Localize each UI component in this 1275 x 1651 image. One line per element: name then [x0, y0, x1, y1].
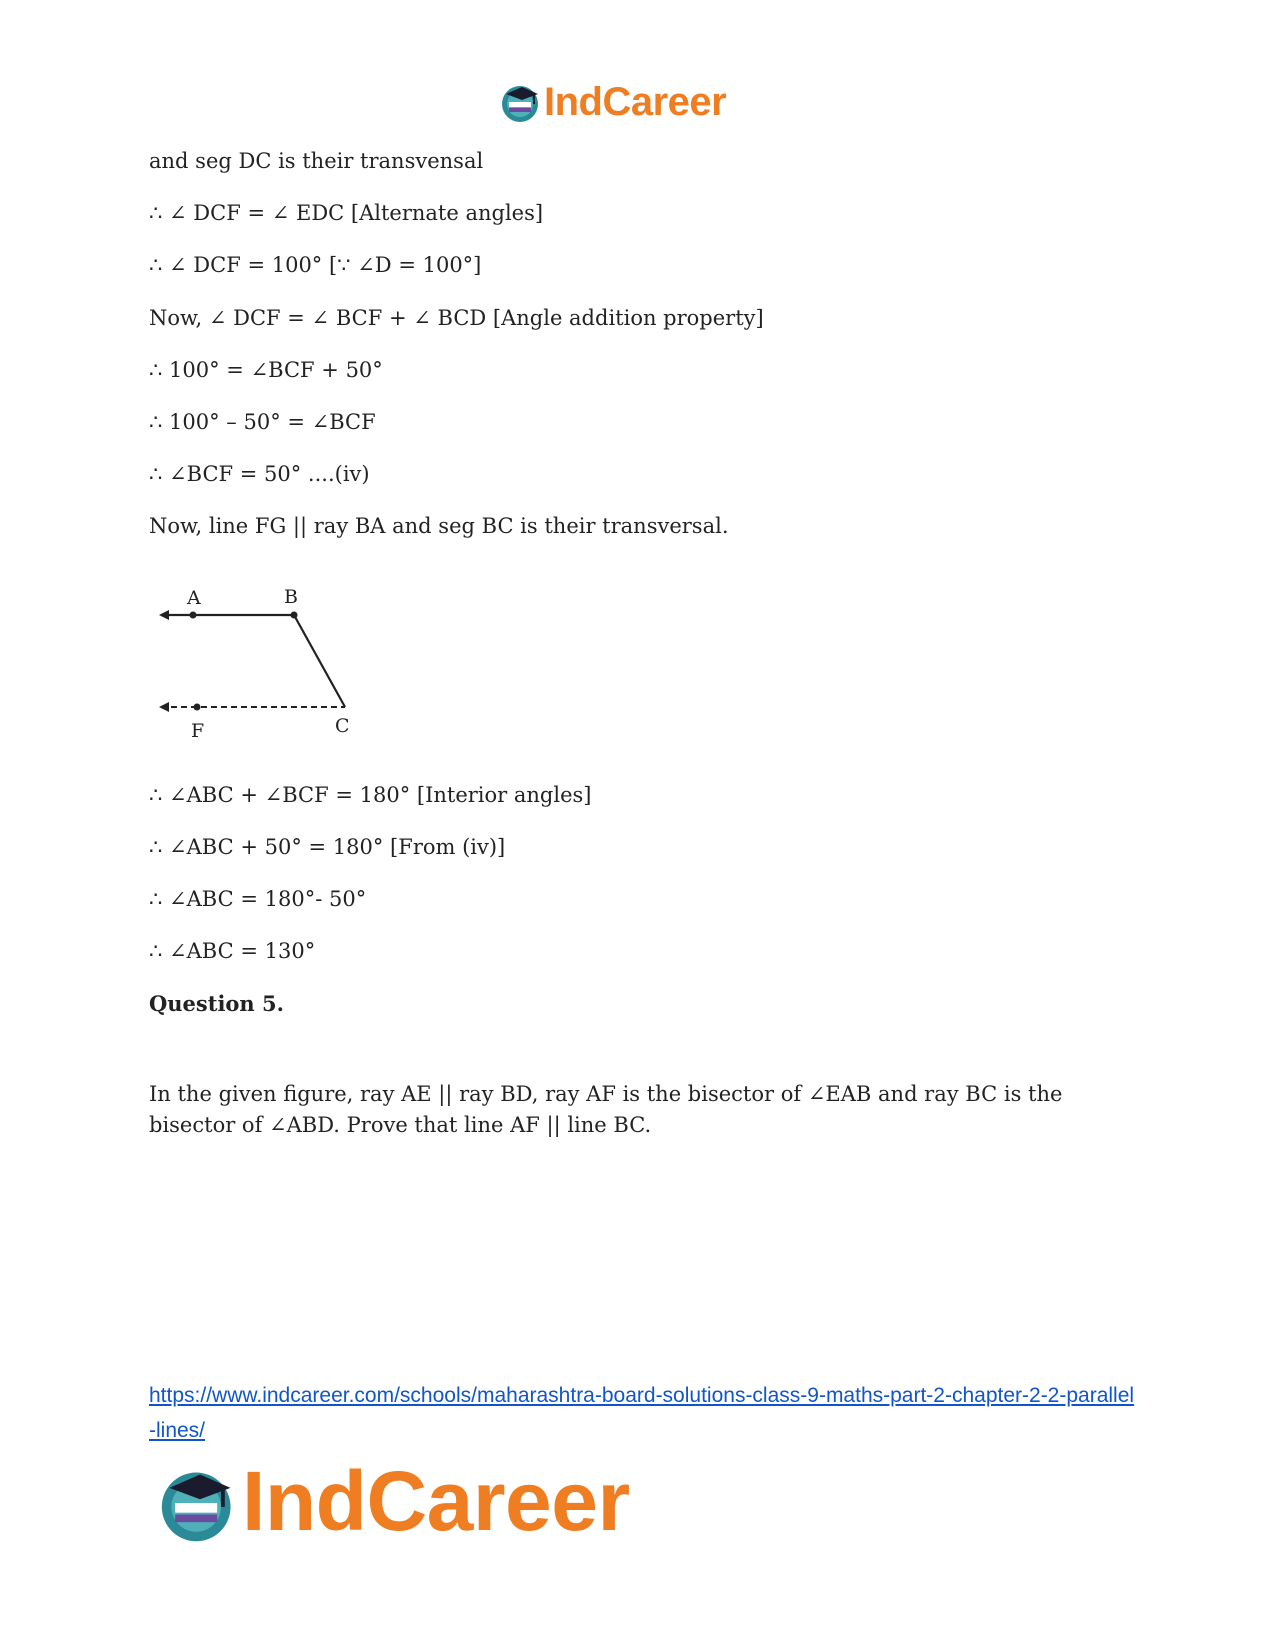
- text-line: ∴ ∠ DCF = ∠ EDC [Alternate angles]: [149, 201, 544, 225]
- text-line: ∴ ∠ABC = 130°: [149, 939, 316, 963]
- text-line: Now, line FG || ray BA and seg BC is their transversal.: [149, 514, 729, 538]
- text-line: ∴ ∠BCF = 50° ....(iv): [149, 462, 370, 486]
- source-link[interactable]: https://www.indcareer.com/schools/maharashtra-board-solutions-class-9-maths-part-2-chapter-2-2-parallel-lines/: [149, 1384, 1135, 1442]
- text-line: and seg DC is their transvensal: [149, 149, 484, 173]
- text-line: ∴ 100° – 50° = ∠BCF: [149, 410, 376, 434]
- text-line: ∴ ∠ DCF = 100° [∵ ∠D = 100°]: [149, 253, 482, 277]
- text-line: ∴ ∠ABC + ∠BCF = 180° [Interior angles]: [149, 783, 592, 807]
- label-b: B: [284, 586, 298, 608]
- point-f: [194, 704, 201, 711]
- seg-bc: [294, 615, 345, 707]
- line-fg-arrowhead: [159, 702, 169, 712]
- text-line: ∴ ∠ABC = 180°- 50°: [149, 887, 367, 911]
- figure-svg: [149, 585, 359, 745]
- header-logo-text: IndCareer: [544, 80, 727, 124]
- header-logo: [500, 78, 770, 128]
- parallel-lines-figure: [149, 585, 359, 749]
- label-a: A: [187, 587, 201, 609]
- ray-ba-arrowhead: [159, 610, 169, 620]
- question-text: In the given figure, ray AE || ray BD, ray AF is the bisector of ∠EAB and ray BC is the bisector of ∠ABD. Prove that line AF || line BC.: [149, 1082, 1063, 1137]
- question-heading: Question 5.: [149, 991, 284, 1016]
- point-b: [291, 612, 298, 619]
- text-line: ∴ ∠ABC + 50° = 180° [From (iv)]: [149, 835, 506, 859]
- footer-logo: [158, 1455, 698, 1555]
- point-a: [190, 612, 197, 619]
- logo-emblem-icon: [500, 82, 544, 124]
- logo-emblem-icon: [158, 1463, 242, 1547]
- footer-logo-text: IndCareer: [242, 1454, 630, 1548]
- text-line: ∴ 100° = ∠BCF + 50°: [149, 358, 383, 382]
- label-f: F: [191, 720, 205, 742]
- label-c: C: [335, 715, 350, 737]
- text-line: Now, ∠ DCF = ∠ BCF + ∠ BCD [Angle addition property]: [149, 306, 764, 330]
